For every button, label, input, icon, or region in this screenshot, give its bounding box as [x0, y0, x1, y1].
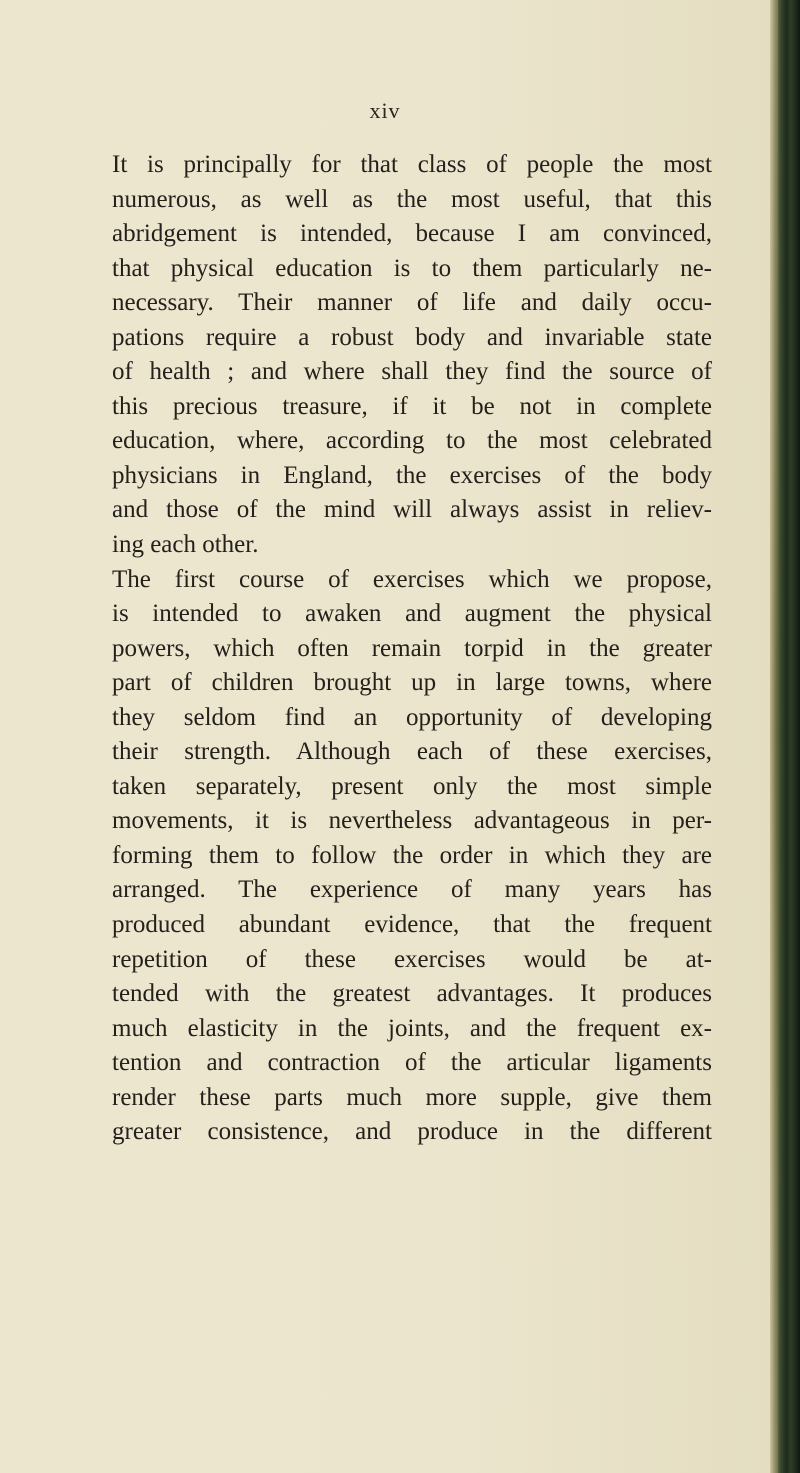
text-line: The first course of exercises which we propose,: [112, 565, 712, 593]
text-line: and those of the mind will always assist in reliev-: [112, 496, 712, 524]
text-line: tended with the greatest advantages. It produces: [112, 980, 712, 1008]
text-line: that physical education is to them particularly ne-: [112, 254, 712, 282]
text-line: It is principally for that class of people the most: [112, 151, 712, 178]
text-line: forming them to follow the order in which they are: [112, 841, 712, 869]
text-line: produced abundant evidence, that the frequent: [112, 911, 712, 939]
text-line: part of children brought up in large towns, where: [112, 669, 712, 697]
text-line: numerous, as well as the most useful, that this: [112, 185, 712, 213]
text-line: repetition of these exercises would be at-: [112, 945, 712, 973]
text-line: they seldom find an opportunity of developing: [112, 703, 712, 731]
text-line: taken separately, present only the most simple: [112, 772, 712, 800]
text-line: greater consistence, and produce in the different: [112, 1118, 712, 1146]
text-line: this precious treasure, if it be not in complete: [112, 392, 712, 420]
text-line: render these parts much more supple, give them: [112, 1083, 712, 1111]
text-line: ing each other.: [112, 531, 259, 559]
binding-highlight: [770, 0, 778, 1473]
text-line: necessary. Their manner of life and daily occu-: [112, 289, 712, 317]
text-line: abridgement is intended, because I am convinced,: [112, 220, 712, 248]
text-line: much elasticity in the joints, and the frequent ex-: [112, 1014, 712, 1042]
text-line: pations require a robust body and invariable state: [112, 323, 712, 351]
body-text: [112, 148, 712, 1150]
text-line: physicians in England, the exercises of the body: [112, 461, 712, 489]
text-line: education, where, according to the most celebrated: [112, 427, 712, 455]
text-line: is intended to awaken and augment the physical: [112, 600, 712, 628]
page-number: xiv: [369, 98, 401, 123]
text-line: tention and contraction of the articular ligaments: [112, 1049, 712, 1077]
book-binding-edge: [770, 0, 800, 1473]
text-line: movements, it is nevertheless advantageous in per-: [112, 807, 712, 835]
text-line: arranged. The experience of many years has: [112, 876, 712, 904]
text-line: powers, which often remain torpid in the greater: [112, 634, 712, 662]
text-line: their strength. Although each of these exercises,: [112, 738, 712, 766]
text-line: of health ; and where shall they find the source of: [112, 358, 712, 386]
